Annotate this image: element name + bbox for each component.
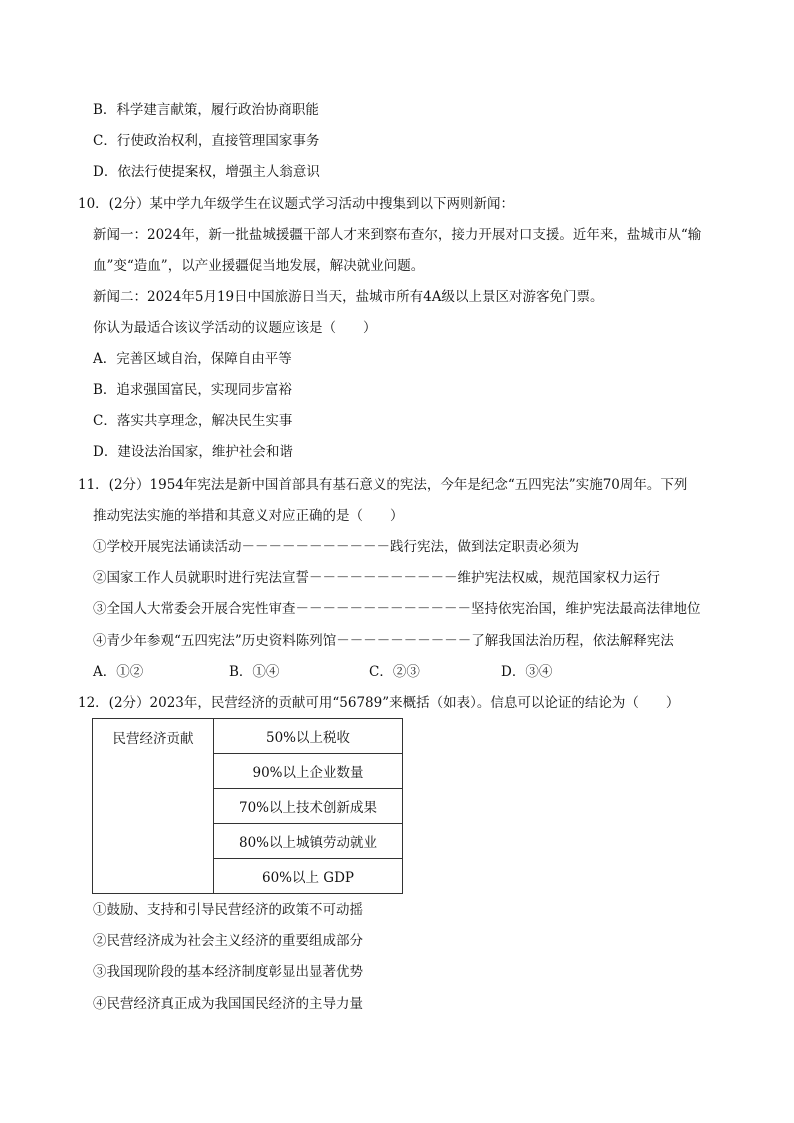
q11-item-2: ②国家工作人员就职时进行宪法宣誓－－－－－－－－－－－维护宪法权威，规范国家权力运行 (93, 570, 660, 586)
q11-option-a: A．①② (93, 664, 144, 680)
q11-item-4: ④青少年参观“五四宪法”历史资料陈列馆－－－－－－－－－－了解我国法治历程，依法解释宪法 (93, 633, 674, 649)
q11-item-1: ①学校开展宪法诵读活动－－－－－－－－－－－践行宪法，做到法定职责必须为 (93, 539, 579, 555)
q10-option-d: D．建设法治国家，维护社会和谐 (93, 444, 293, 460)
table-row: 50%以上税收 (214, 719, 403, 754)
q12-stem: 12．(2分）2023年，民营经济的贡献可用“56789”来概括（如表）。信息可以论证的结论为（ ） (78, 695, 680, 711)
q10-question: 你认为最适合该议学活动的议题应该是（ ） (93, 320, 377, 336)
q9-option-d: D．依法行使提案权，增强主人翁意识 (93, 164, 320, 180)
q11-stem-line1: 11．(2分）1954年宪法是新中国首部具有基石意义的宪法，今年是纪念“五四宪法”实施70周年。下列 (78, 477, 688, 493)
q12-item-1: ①鼓励、支持和引导民营经济的政策不可动摇 (93, 902, 363, 918)
q10-stem: 10．(2分）某中学九年级学生在议题式学习活动中搜集到以下两则新闻： (78, 196, 515, 212)
q11-options-row (93, 662, 653, 682)
q10-option-a: A．完善区域自治，保障自由平等 (93, 351, 292, 367)
q11-item-3: ③全国人大常委会开展合宪性审查－－－－－－－－－－－－－坚持依宪治国，维护宪法最高法律地位 (93, 601, 701, 617)
q10-option-c: C．落实共享理念，解决民生实事 (93, 413, 293, 429)
q10-option-b: B．追求强国富民，实现同步富裕 (93, 382, 292, 398)
q10-news2: 新闻二：2024年5月19日中国旅游日当天，盐城市所有4A级以上景区对游客免门票。 (93, 289, 604, 305)
private-economy-contribution-table (92, 718, 403, 894)
q10-news1-line2: 血”变“造血”，以产业援疆促当地发展，解决就业问题。 (93, 258, 425, 274)
q11-stem-line2: 推动宪法实施的举措和其意义对应正确的是（ ） (93, 508, 404, 524)
table-row: 90%以上企业数量 (214, 754, 403, 789)
q12-item-3: ③我国现阶段的基本经济制度彰显出显著优势 (93, 964, 363, 980)
q10-news1-line1: 新闻一：2024年，新一批盐城援疆干部人才来到察布查尔，接力开展对口支援。近年来，盐城市从“输 (93, 227, 702, 243)
table-row: 60%以上 GDP (214, 859, 403, 894)
table-header-cell: 民营经济贡献 (93, 719, 214, 894)
q12-item-4: ④民营经济真正成为我国国民经济的主导力量 (93, 996, 363, 1012)
q9-option-c: C．行使政治权利，直接管理国家事务 (93, 133, 320, 149)
q9-option-b: B．科学建言献策，履行政治协商职能 (93, 102, 319, 118)
q11-option-c: C．②③ (369, 664, 420, 680)
q12-item-2: ②民营经济成为社会主义经济的重要组成部分 (93, 933, 363, 949)
q11-option-b: B．①④ (229, 664, 280, 680)
q11-option-d: D．③④ (501, 664, 553, 680)
table-row: 70%以上技术创新成果 (214, 789, 403, 824)
table-row: 80%以上城镇劳动就业 (214, 824, 403, 859)
